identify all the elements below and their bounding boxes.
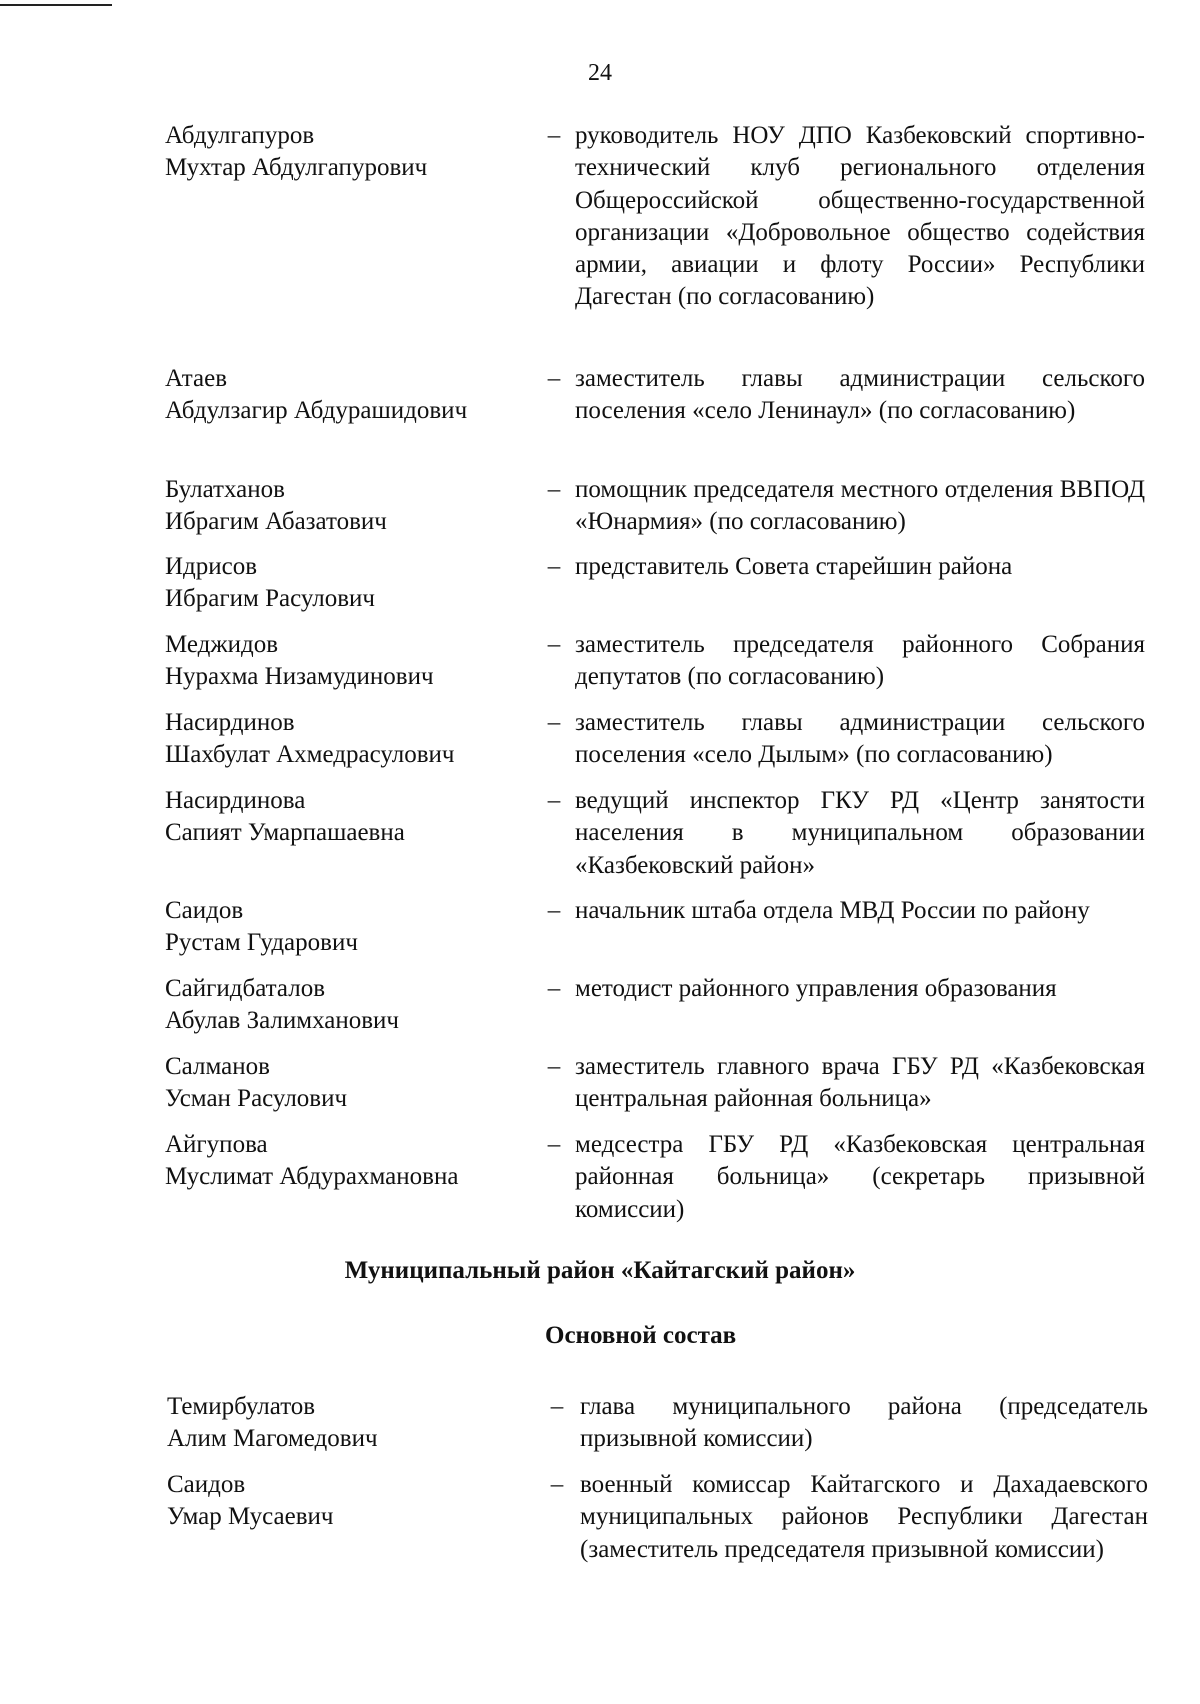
dash-separator: – xyxy=(547,975,561,1002)
top-edge-rule xyxy=(0,4,112,6)
member-name xyxy=(165,629,525,694)
member-name xyxy=(165,1051,525,1116)
member-surname: Идрисов xyxy=(165,553,258,580)
member-surname: Абдулгапуров xyxy=(165,122,315,149)
member-name xyxy=(165,785,525,850)
dash-separator: – xyxy=(547,787,561,814)
member-role: представитель Совета старейшин района xyxy=(575,553,1013,580)
dash-separator: – xyxy=(547,1131,561,1158)
member-name xyxy=(167,1469,527,1534)
member-role: ведущий инспектор ГКУ РД «Центр занятости населения в муниципальном образовании «Казбековский район» xyxy=(575,787,1145,879)
page-number: 24 xyxy=(588,60,612,86)
dash-separator: – xyxy=(547,1053,561,1080)
member-name xyxy=(165,551,525,616)
member-name xyxy=(165,1129,525,1194)
member-role: заместитель главного врача ГБУ РД «Казбековская центральная районная больница» xyxy=(575,1053,1145,1113)
member-role: военный комиссар Кайтагского и Дахадаевского муниципальных районов Республики Дагестан (заместитель председателя призывной комиссии) xyxy=(580,1471,1148,1563)
member-name xyxy=(165,363,525,428)
member-surname: Салманов xyxy=(165,1053,270,1080)
member-role: методист районного управления образования xyxy=(575,975,1057,1002)
member-surname: Саидов xyxy=(167,1471,246,1498)
member-given-name: Мухтар Абдулгапурович xyxy=(165,154,428,182)
member-given-name: Шахбулат Ахмедрасулович xyxy=(165,741,455,769)
member-surname: Атаев xyxy=(165,365,228,392)
member-surname: Булатханов xyxy=(165,476,285,503)
member-role: руководитель НОУ ДПО Казбековский спортивно-технический клуб регионального отделения Общероссийской общественно-государственной организации «Добровольное общество содействия армии, авиации и флоту России» Республики Дагестан (по согласованию) xyxy=(575,122,1145,311)
dash-separator: – xyxy=(547,553,561,580)
member-role: помощник председателя местного отделения ВВПОД «Юнармия» (по согласованию) xyxy=(575,476,1145,536)
member-given-name: Усман Расулович xyxy=(165,1085,348,1113)
member-name xyxy=(165,120,525,185)
member-role: заместитель главы администрации сельского поселения «село Ленинаул» (по согласованию) xyxy=(575,365,1145,425)
member-surname: Меджидов xyxy=(165,631,279,658)
member-surname: Темирбулатов xyxy=(167,1393,316,1420)
member-name xyxy=(167,1391,527,1456)
member-name xyxy=(165,973,525,1038)
member-given-name: Ибрагим Расулович xyxy=(165,585,375,613)
member-name xyxy=(165,474,525,539)
dash-separator: – xyxy=(550,1393,564,1420)
member-surname: Айгупова xyxy=(165,1131,268,1158)
dash-separator: – xyxy=(547,365,561,392)
section-title: Муниципальный район «Кайтагский район» xyxy=(344,1257,856,1284)
dash-separator: – xyxy=(550,1471,564,1498)
member-surname: Сайгидбаталов xyxy=(165,975,325,1002)
member-role: начальник штаба отдела МВД России по району xyxy=(575,897,1090,924)
dash-separator: – xyxy=(547,122,561,149)
dash-separator: – xyxy=(547,476,561,503)
member-role: медсестра ГБУ РД «Казбековская центральная районная больница» (секретарь призывной комиссии) xyxy=(575,1131,1145,1223)
member-given-name: Ибрагим Абазатович xyxy=(165,508,387,536)
member-name xyxy=(165,707,525,772)
member-given-name: Муслимат Абдурахмановна xyxy=(165,1163,459,1191)
member-surname: Саидов xyxy=(165,897,244,924)
member-surname: Насирдинова xyxy=(165,787,306,814)
member-given-name: Абдулзагир Абдурашидович xyxy=(165,397,468,425)
member-surname: Насирдинов xyxy=(165,709,295,736)
member-given-name: Сапият Умарпашаевна xyxy=(165,819,405,847)
member-given-name: Рустам Гударович xyxy=(165,929,358,957)
dash-separator: – xyxy=(547,897,561,924)
member-role: заместитель председателя районного Собрания депутатов (по согласованию) xyxy=(575,631,1145,691)
dash-separator: – xyxy=(547,631,561,658)
subsection-title: Основной состав xyxy=(545,1322,737,1349)
member-given-name: Умар Мусаевич xyxy=(167,1503,334,1531)
member-given-name: Нурахма Низамудинович xyxy=(165,663,434,691)
member-role: заместитель главы администрации сельского поселения «село Дылым» (по согласованию) xyxy=(575,709,1145,769)
member-given-name: Абулав Залимханович xyxy=(165,1007,399,1035)
dash-separator: – xyxy=(547,709,561,736)
member-name xyxy=(165,895,525,960)
member-given-name: Алим Магомедович xyxy=(167,1425,378,1453)
member-role: глава муниципального района (председатель призывной комиссии) xyxy=(580,1393,1148,1453)
